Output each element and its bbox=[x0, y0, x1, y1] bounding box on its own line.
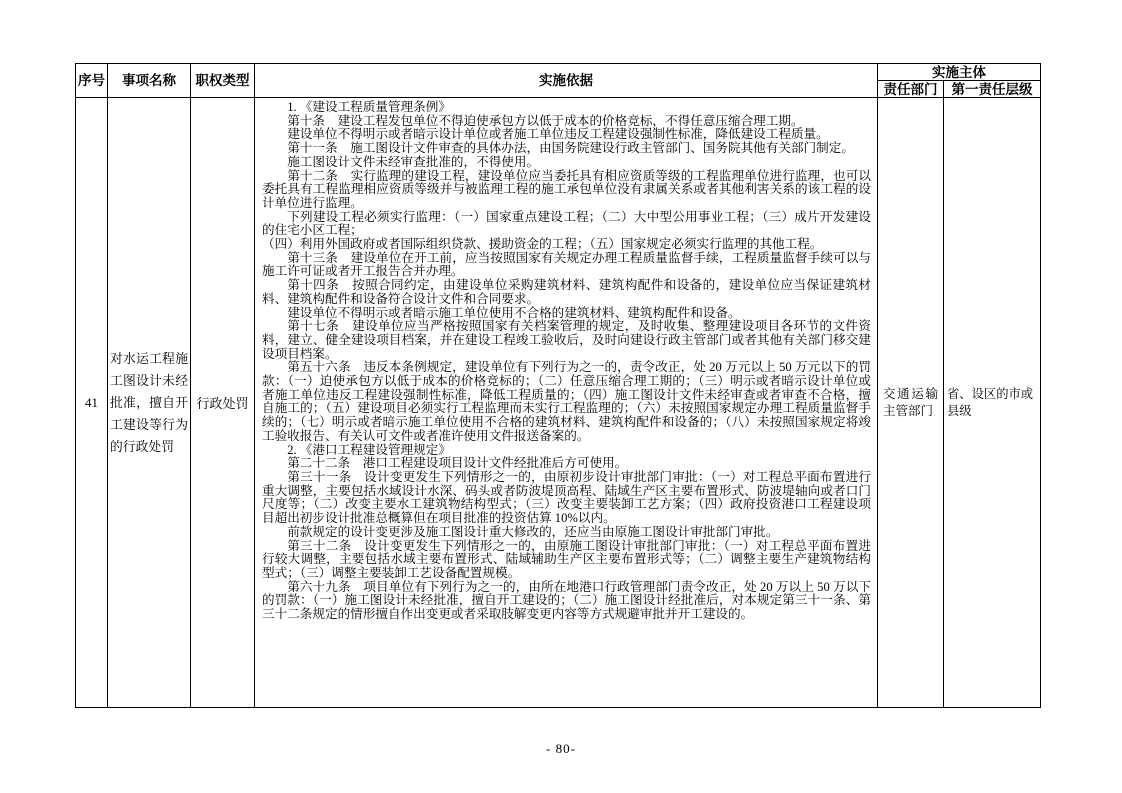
basis-paragraph: 第十七条 建设单位应当严格按照国家有关档案管理的规定，及时收集、整理建设项目各环节的文件资料，建立、健全建设项目档案，并在建设工程竣工验收后，及时向建设行政主管部门或者其他有关部门移交建设项目档案。 bbox=[262, 319, 871, 361]
basis-paragraph: 1. 《建设工程质量管理条例》 bbox=[287, 100, 451, 114]
row-number-cell: 41 bbox=[76, 98, 108, 708]
header-authority-type: 职权类型 bbox=[191, 64, 255, 98]
header-item-name: 事项名称 bbox=[108, 64, 191, 98]
authority-type-cell: 行政处罚 bbox=[191, 98, 255, 708]
basis-cell bbox=[255, 98, 878, 708]
header-responsible-dept: 责任部门 bbox=[878, 81, 944, 98]
basis-paragraph: 第三十一条 设计变更发生下列情形之一的，由原初步设计审批部门审批：（一）对工程总平面布置进行重大调整，主要包括水域设计水深、码头或者防波堤顶高程、陆域生产区主要布置形式、防波堤轴向或者口门尺度等；（二）改变主要水工建筑物结构型式；（三）改变主要装卸工艺方案；（四）政府投资港口工程建设项目超出初步设计批准总概算但在项目批准的投资估算 10%以内。 bbox=[262, 469, 871, 526]
item-name-cell: 对水运工程施工图设计未经批准，擅自开工建设等行为的行政处罚 bbox=[108, 98, 191, 708]
basis-paragraph: （四）利用外国政府或者国际组织贷款、援助资金的工程；（五）国家规定必须实行监理的其他工程。 bbox=[262, 237, 823, 252]
header-no: 序号 bbox=[76, 64, 108, 98]
table-row bbox=[76, 98, 1041, 708]
basis-paragraph: 建设单位不得明示或者暗示施工单位使用不合格的建筑材料、建筑构配件和设备。 bbox=[287, 305, 741, 320]
first-level-cell: 省、设区的市或县级 bbox=[944, 98, 1041, 708]
basis-paragraph: 下列建设工程必须实行监理：（一）国家重点建设工程；（二）大中型公用事业工程；（三）成片开发建设的住宅小区工程； bbox=[262, 209, 871, 238]
header-basis: 实施依据 bbox=[255, 64, 878, 98]
basis-paragraph: 第十条 建设工程发包单位不得迫使承包方以低于成本的价格竞标，不得任意压缩合理工期。 bbox=[287, 113, 804, 128]
responsible-dept-cell: 交通运输主管部门 bbox=[878, 98, 944, 708]
header-subject-group: 实施主体 bbox=[878, 64, 1041, 81]
basis-paragraph: 第十二条 实行监理的建设工程，建设单位应当委托具有相应资质等级的工程监理单位进行监理，也可以委托具有工程监理相应资质等级并与被监理工程的施工承包单位没有隶属关系或者其他利害关系的该工程的设计单位进行监理。 bbox=[262, 168, 871, 210]
basis-paragraph: 建设单位不得明示或者暗示设计单位或者施工单位违反工程建设强制性标准，降低建设工程质量。 bbox=[287, 127, 829, 142]
basis-paragraph: 第六十九条 项目单位有下列行为之一的，由所在地港口行政管理部门责令改正，处 20 万以上 50 万以下的罚款：（一）施工图设计未经批准，擅自开工建设的；（二）施工图设计经批准后，对本规定第三十一条、第三十二条规定的情形擅自作出变更或者采取肢解变更内容等方式规避审批并开工建设的。 bbox=[262, 579, 872, 622]
basis-paragraph: 第十四条 按照合同约定，由建设单位采购建筑材料、建筑构配件和设备的，建设单位应当保证建筑材料、建筑构配件和设备符合设计文件和合同要求。 bbox=[262, 278, 871, 306]
basis-paragraph: 第三十二条 设计变更发生下列情形之一的，由原施工图设计审批部门审批：（一）对工程总平面布置进行较大调整，主要包括水域主要布置形式、陆域辅助生产区主要布置形式等；（二）调整主要生产建筑物结构型式；（三）调整主要装卸工艺设备配置规模。 bbox=[262, 538, 871, 580]
page-number: - 80- bbox=[546, 741, 576, 756]
authority-table bbox=[75, 63, 1041, 708]
basis-paragraph: 第二十二条 港口工程建设项目设计文件经批准后方可使用。 bbox=[287, 456, 628, 471]
basis-paragraph: 前款规定的设计变更涉及施工图设计重大修改的，还应当由原施工图设计审批部门审批。 bbox=[287, 524, 779, 539]
basis-paragraph: 第十三条 建设单位在开工前，应当按照国家有关规定办理工程质量监督手续，工程质量监督手续可以与施工许可证或者开工报告合并办理。 bbox=[262, 250, 871, 279]
header-first-level: 第一责任层级 bbox=[944, 81, 1041, 98]
table-header bbox=[76, 64, 1041, 98]
basis-paragraph: 第十一条 施工图设计文件审查的具体办法，由国务院建设行政主管部门、国务院其他有关部门制定。 bbox=[287, 141, 854, 156]
basis-paragraph: 2. 《港口工程建设管理规定》 bbox=[287, 442, 451, 457]
basis-paragraph: 第五十六条 违反本条例规定，建设单位有下列行为之一的，责令改正，处 20 万元以上 50 万元以下的罚款：（一）迫使承包方以低于成本的价格竞标的；（二）任意压缩合理工期的；（三）明示或者暗示设计单位或者施工单位违反工程建设强制性标准，降低工程质量的；（四）施工图设计文件未经审查或者审查不合格，擅自施工的；（五）建设项目必须实行工程监理而未实行工程监理的；（六）未按照国家规定办理工程质量监督手续的；（七）明示或者暗示施工单位使用不合格的建筑材料、建筑构配件和设备的；（八）未按照国家规定将竣工验收报告、有关认可文件或者准许使用文件报送备案的。 bbox=[262, 360, 871, 443]
basis-paragraph: 施工图设计文件未经审查批准的，不得使用。 bbox=[287, 154, 540, 169]
